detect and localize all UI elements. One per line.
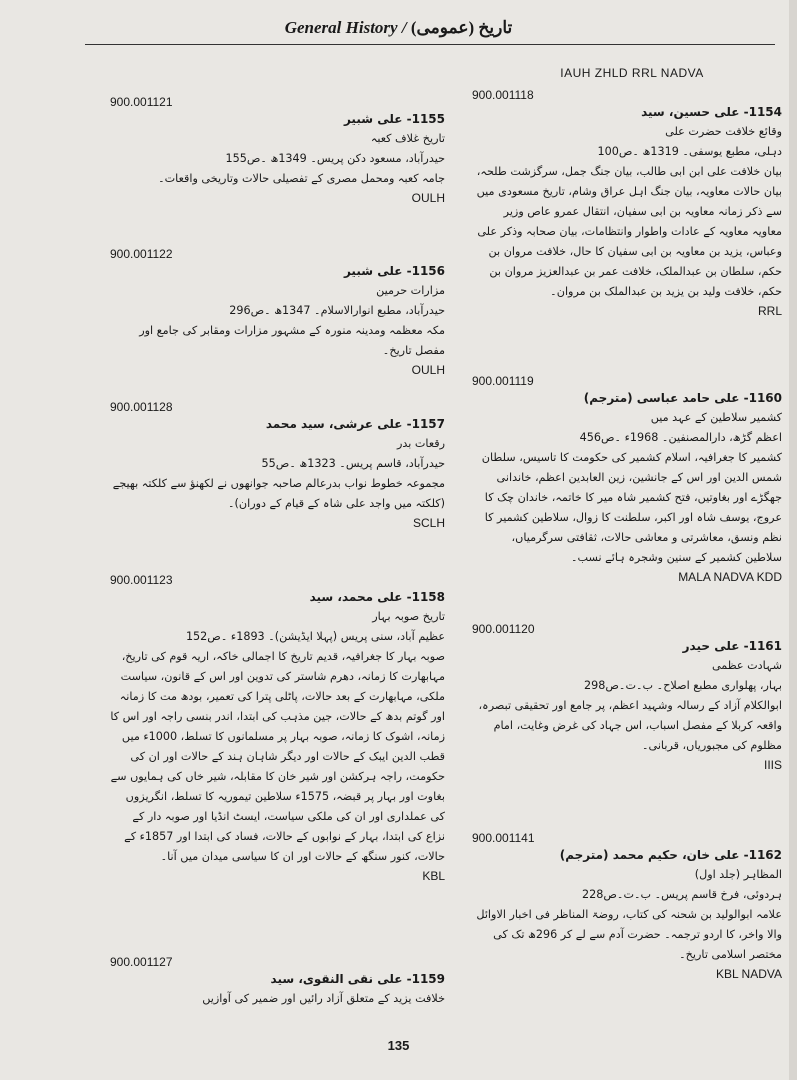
author-name: 1157- علی عرشی، سید محمد: [265, 417, 445, 431]
author-name: 1154- علی حسین، سید: [641, 105, 782, 119]
catalog-entry: [110, 573, 445, 883]
accession-number: 900.001121: [110, 95, 173, 109]
book-title: خلافت یزید کے متعلق آزاد رائیں اور ضمیر کی آوازیں: [202, 992, 445, 1005]
library-codes: OULH: [411, 363, 445, 377]
imprint: اعظم گڑھ، دارالمصنفین۔ 1968ء ۔ص456: [579, 431, 782, 444]
description: مجموعہ خطوط نواب بدرعالم صاحبہ جوانھوں نے لکھنؤ سے کلکتہ بھیجے (کلکتہ میں واجد علی شاہ کے قیام کے دوران)۔: [112, 477, 445, 510]
top-library-codes: IAUH ZHLD RRL NADVA: [560, 66, 704, 80]
header-title-en: General History /: [284, 18, 407, 37]
author-name: 1156- علی شبیر: [343, 264, 445, 278]
author-name: 1161- علی حیدر: [682, 639, 782, 653]
catalog-entry: [110, 955, 445, 1009]
book-title: تاریخ غلاف کعبہ: [370, 132, 445, 145]
imprint: دہلی، مطبع یوسفی۔ 1319ھ ۔ص100: [597, 145, 782, 158]
imprint: حیدرآباد، مطبع انوارالاسلام۔ 1347ھ ۔ص296: [229, 304, 445, 317]
author-name: 1162- علی خان، حکیم محمد (مترجم): [559, 848, 782, 862]
accession-number: 900.001123: [110, 573, 173, 587]
book-title: وقائع خلافت حضرت علی: [665, 125, 782, 138]
library-codes: SCLH: [412, 516, 445, 530]
book-title: تاریخ صوبہ بہار: [372, 610, 445, 623]
accession-number: 900.001127: [110, 955, 173, 969]
description: جامہ کعبہ ومحمل مصری کے تفصیلی حالات وتاریخی واقعات۔: [158, 172, 445, 185]
library-codes: OULH: [411, 191, 445, 205]
catalog-entry: [110, 95, 445, 205]
right-column: [472, 66, 792, 981]
accession-number: 900.001119: [472, 374, 534, 388]
accession-number: 900.001122: [110, 247, 173, 261]
description: صوبہ بہار کا جغرافیہ، قدیم تاریخ کا اجمالی خاکہ، اریہ قوم کی تاریخ، مہابھارت کا زمانہ، دھرم شاستر کی تدوین اور اس کے قانون، سیاست ملکی، مہابھارت کے بعد حالات، پاٹلی پترا کی تعمیر، بودھ مت کا زمانہ اور گوتم بدھ کے حالات، جین مذہب کی ابتدا، اندر بنسی راجہ اور اس کا زمانہ، اشوک کا زمانہ، صوبہ بہار پر مسلمانوں کا تسلط، 1000ء میں قطب الدین ایبک کے حالات اور دیگر شاہان ہند کے حالات اور ان کی حکومت، راجہ ہرکشن اور شیر خان کا مقابلہ، شیر خاں کی ہمایوں سے بغاوت اور بہار پر قبضہ، 1575ء سلاطین تیموریہ کا تسلط، انگریزوں کی عملداری اور ان کی ملکی سیاست، ایسٹ انڈیا اور صوبہ دار کے نزاع کی ابتدا، بہار کے نوابوں کے حالات، فساد کی ابتدا اور 1857ء کے حالات، کنور سنگھ کے حالات اور ان کا سیاسی میدان میں آنا۔: [110, 650, 445, 863]
imprint: عظیم آباد، سنی پریس (پہلا ایڈیشن)۔ 1893ء ۔ص152: [185, 630, 445, 643]
catalog-entry: [110, 247, 445, 377]
imprint: حیدرآباد، قاسم پریس۔ 1323ھ ۔ص55: [261, 457, 445, 470]
header-rule: [85, 44, 775, 45]
imprint: ہردوئی، فرخ قاسم پریس۔ ب۔ت۔ص228: [582, 888, 782, 901]
book-title: شہادت عظمی: [711, 659, 782, 672]
page-header: [0, 18, 797, 38]
catalog-entry: [472, 374, 792, 584]
description: ابوالکلام آزاد کے رسالہ وشہید اعظم، پر جامع اور تحقیقی تبصرہ، واقعہ کربلا کے مفصل اسباب، اس جہاد کی غرض وغایت، امام مظلوم کی مجبوریاں، قربانی۔: [478, 699, 782, 752]
catalog-entry: [472, 88, 792, 318]
library-codes: MALA NADVA KDD: [678, 570, 782, 584]
library-codes: IIIS: [763, 758, 782, 772]
imprint: حیدرآباد، مسعود دکن پریس۔ 1349ھ ۔ص155: [225, 152, 445, 165]
page-edge: [789, 0, 797, 1080]
library-codes: RRL: [757, 304, 782, 318]
catalog-entry: [110, 400, 445, 530]
description: علامہ ابوالولید بن شحنہ کی کتاب، روضۃ المناظر فی اخبار الاوائل والا واخر، کا اردو ترجمہ۔ حضرت آدم سے لے کر 296ھ تک کی مختصر اسلامی تاریخ۔: [476, 908, 782, 961]
imprint: بہار، پھلواری مطبع اصلاح۔ ب۔ت۔ص298: [584, 679, 782, 692]
library-codes: KBL NADVA: [715, 967, 782, 981]
author-name: 1155- علی شبیر: [343, 112, 445, 126]
accession-number: 900.001128: [110, 400, 173, 414]
library-codes: KBL: [422, 869, 445, 883]
book-title: رقعات بدر: [396, 437, 445, 450]
book-title: المظاہر (جلد اول): [694, 868, 782, 881]
author-name: 1159- علی نقی النقوی، سید: [270, 972, 445, 986]
accession-number: 900.001141: [472, 831, 535, 845]
accession-number: 900.001118: [472, 88, 534, 102]
book-title: کشمیر سلاطین کے عہد میں: [650, 411, 782, 424]
description: بیان خلافت علی ابن ابی طالب، بیان جنگ جمل، سرگزشت طلحہ، بیان حالات معاویہ، بیان جنگ اہل عراق وشام، تاریخ مسعودی میں سے ذکر زمانہ معاویہ بن ابی سفیان، انتقال عمرو عاص وزیر معاویہ معاویہ کے عادات واطوار وانتظامات، بیان صحابہ وذکر علی وعباس، یزید بن معاویہ بن ابی سفیان کا حال، خلافت مروان بن حکم، سلطان بن عبدالملک، خلافت عمر بن عبدالعزیز مروان بن حکم، خلافت ولید بن یزید بن عبدالملک بن مروان۔: [476, 165, 782, 298]
catalog-entry: [472, 622, 792, 772]
description: مکہ معظمہ ومدینہ منورہ کے مشہور مزارات ومقابر کی جامع اور مفصل تاریخ۔: [139, 324, 445, 357]
page-number: 135: [387, 1038, 410, 1053]
author-name: 1158- علی محمد، سید: [309, 590, 445, 604]
description: کشمیر کا جغرافیہ، اسلام کشمیر کی حکومت کا تاسیس، سلطان شمس الدین اور اس کے جانشین، زین العابدین اعظم، خاندانی جھگڑے اور بغاوتیں، فتح کشمیر شاہ میر کا خاتمہ، خاندان چک کا عروج، یوسف شاہ اور اکبر، سلطنت کا زوال، سلاطین کشمیر کا نظم ونسق، معاشرتی و معاشی حالات، ثقافتی سرگرمیاں، سلاطین کشمیر کے سنین وشجرہ ہائے نسب۔: [481, 451, 782, 564]
author-name: 1160- علی حامد عباسی (مترجم): [583, 391, 782, 405]
header-title-ur: تاریخ (عمومی): [410, 18, 513, 37]
catalog-entry: [472, 831, 792, 981]
accession-number: 900.001120: [472, 622, 535, 636]
book-title: مزارات حرمین: [376, 284, 445, 297]
